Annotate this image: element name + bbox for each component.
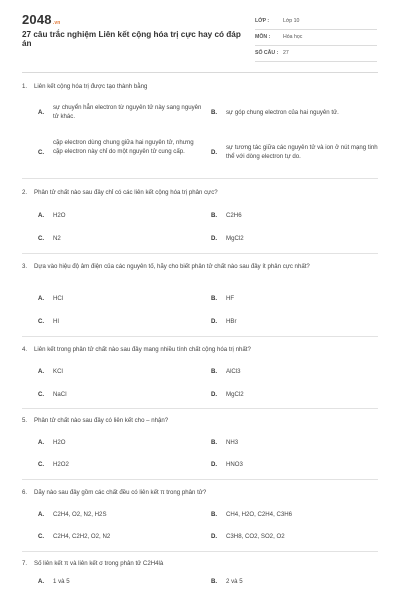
document-meta	[255, 14, 377, 62]
question-divider	[22, 408, 378, 409]
worksheet-page: 2048.vn 27 câu trắc nghiệm Liên kết cộng hóa trị cực hay có đáp án LỚP : Lớp 10 MÔN : Hóa học SỐ CÂU : 27 1. Liên kết cộng hóa trị được tạo thành bằng A. sự chuyển hẳn electron từ nguyên tử này sang nguyên tử khác. B. sự góp chung electron của hai nguyên tử. C. cặp electron dùng chung giữa hai nguyên tử, nhưng cặp electron này chỉ do một nguyên tử cung cấp. D. sự tương tác giữa các nguyên tử và ion ở nút mạng tinh thể với dòng electron tự do. 2. Phân tử chất nào sau đây chỉ có các liên kết cộng hóa trị phân cực? A. H2O B. C2H6 C. N2 D. MgCl2 3. Dựa vào hiệu độ âm điện của các nguyên tố, hãy cho biết phân tử chất nào sau đây ít phân cực nhất? A. HCl B. HF C. HI D. HBr 4. Liên kết trong phân tử chất nào sau đây mang nhiều tính chất cộng hóa trị nhất? A. KCl B. AlCl3 C. NaCl D. MgCl2 5. Phân tử chất nào sau đây có liên kết cho – nhận? A. H2O B. NH3 C. H2O2 D. HNO3 6. Dãy nào sau đây gồm các chất đều có liên kết π trong phân tử? A. C2H4, O2, N2, H2S B. CH4, H2O, C2H4, C3H6 C. C2H4, C2H2, O2, N2 D. C3H8, CO2, SO2, O2 7. Số liên kết π và liên kết σ trong phân tử C2H4là A. 1 và 5 B. 2 và 5	[0, 0, 400, 600]
question-divider	[22, 551, 378, 552]
question-number: 1.	[22, 83, 28, 90]
meta-subject: MÔN : Hóa học	[255, 30, 377, 46]
page-header	[0, 0, 400, 76]
meta-grade: LỚP : Lớp 10	[255, 14, 377, 30]
header-divider	[22, 72, 378, 73]
question-divider	[22, 253, 378, 254]
question-divider	[22, 479, 378, 480]
document-title: 27 câu trắc nghiệm Liên kết cộng hóa trị cực hay có đáp án	[22, 30, 241, 48]
question-divider	[22, 336, 378, 337]
site-logo[interactable]: 2048.vn	[22, 12, 61, 27]
meta-question-count: SỐ CÂU : 27	[255, 46, 377, 62]
question-text: Liên kết cộng hóa trị được tạo thành bằng	[34, 83, 148, 90]
question-divider	[22, 178, 378, 179]
